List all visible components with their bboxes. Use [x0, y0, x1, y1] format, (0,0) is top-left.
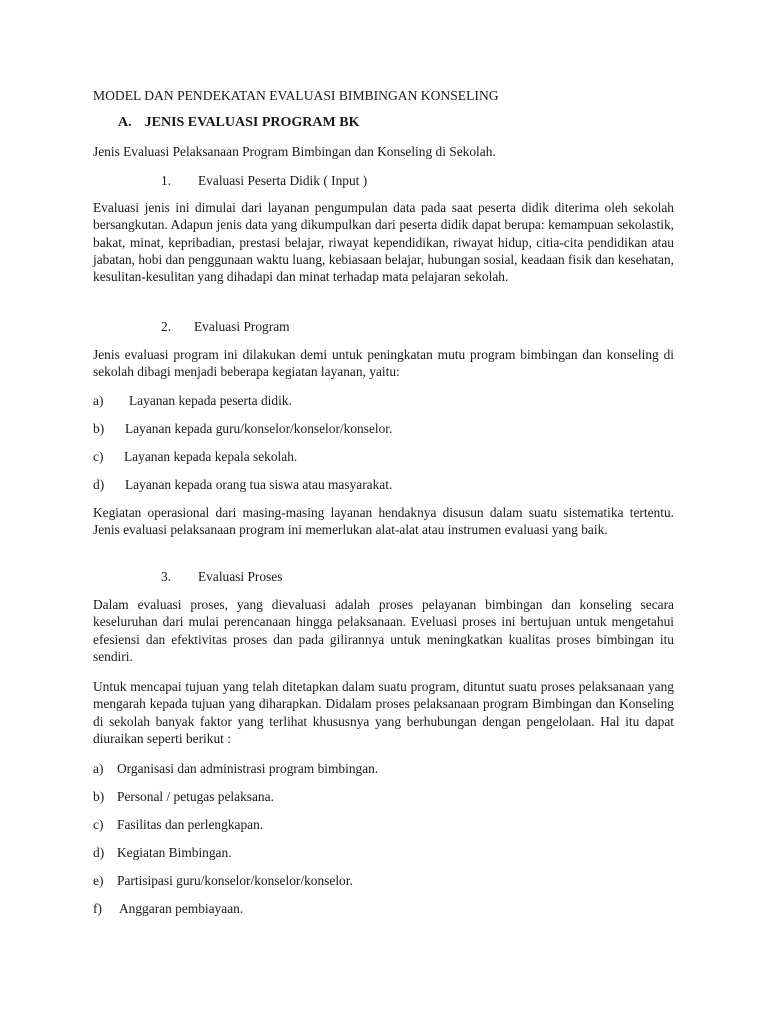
- numbered-heading-number: 1.: [161, 173, 172, 188]
- paragraph-evaluasi-program: Jenis evaluasi program ini dilakukan demi untuk peningkatan mutu program bimbingan dan konseling di sekolah dibagi menjadi beberapa kegiatan layanan, yaitu:: [93, 347, 674, 380]
- list-marker: f): [93, 901, 102, 916]
- list-marker: a): [93, 393, 104, 408]
- list-text: Layanan kepada kepala sekolah.: [124, 449, 298, 464]
- numbered-heading-number: 3.: [161, 569, 172, 584]
- list-text: Layanan kepada orang tua siswa atau masyarakat.: [125, 477, 393, 492]
- paragraph-evaluasi-proses: Dalam evaluasi proses, yang dievaluasi adalah proses pelayanan bimbingan dan konseling secara keseluruhan dari mulai perencanaan hingga pelaksanaan. Eveluasi proses ini bertujuan untuk mengetahui efesiensi dan efektivitas proses dan pada gilirannya untuk meningkatkan kualitas proses bimbingan itu sendiri.: [93, 597, 674, 664]
- list-text: Kegiatan Bimbingan.: [117, 845, 232, 860]
- list-marker: c): [93, 817, 104, 832]
- list-marker: c): [93, 449, 104, 464]
- section-title: JENIS EVALUASI PROGRAM BK: [144, 115, 360, 130]
- list-text: Personal / petugas pelaksana.: [117, 789, 274, 804]
- list-text: Anggaran pembiayaan.: [119, 901, 244, 916]
- numbered-heading-title: Evaluasi Program: [194, 319, 290, 334]
- list-marker: d): [93, 477, 105, 492]
- list-marker: e): [93, 873, 104, 888]
- section-label: A.: [118, 115, 132, 130]
- numbered-heading-number: 2.: [161, 319, 172, 334]
- list-text: Partisipasi guru/konselor/konselor/konselor.: [117, 873, 353, 888]
- paragraph-evaluasi-peserta-didik: Evaluasi jenis ini dimulai dari layanan pengumpulan data pada saat peserta didik diterima oleh sekolah bersangkutan. Adapun jenis data yang dikumpulkan dari peserta didik dapat berupa: kemampuan sekolastik, bakat, minat, kepribadian, prestasi belajar, riwayat kependidikan, riwayat hidup, citia-cita pendidikan atau jabatan, hobi dan penggunaan waktu luang, kebiasaan belajar, hubungan sosial, keadaan fisik dan kesehatan, kesulitan-kesulitan yang dihadapi dan minat terhadap mata pelajaran sekolah.: [93, 200, 675, 285]
- list-text: Organisasi dan administrasi program bimbingan.: [117, 761, 379, 776]
- numbered-heading-title: Evaluasi Proses: [198, 569, 283, 584]
- paragraph-untuk-mencapai-tujuan: Untuk mencapai tujuan yang telah ditetapkan dalam suatu program, dituntut suatu proses pelaksanaan yang mengarah kepada tujuan yang diharapkan. Didalam proses pelaksanaan program Bimbingan dan Konseling di sekolah banyak faktor yang terlihat khususnya yang berhubungan dengan pengelolaan. Hal itu dapat diuraikan seperti berikut :: [93, 679, 674, 746]
- numbered-heading-title: Evaluasi Peserta Didik ( Input ): [198, 173, 368, 188]
- list-marker: d): [93, 845, 105, 860]
- list-text: Layanan kepada peserta didik.: [129, 393, 292, 408]
- list-marker: a): [93, 761, 104, 776]
- document-title: MODEL DAN PENDEKATAN EVALUASI BIMBINGAN KONSELING: [93, 88, 499, 103]
- paragraph-kegiatan-operasional: Kegiatan operasional dari masing-masing layanan hendaknya disusun dalam suatu sistematika tertentu. Jenis evaluasi pelaksanaan program ini memerlukan alat-alat atau instrumen evaluasi yang baik.: [93, 505, 674, 538]
- section-heading: [118, 114, 359, 131]
- list-text: Fasilitas dan perlengkapan.: [117, 817, 264, 832]
- list-marker: b): [93, 789, 105, 804]
- list-text: Layanan kepada guru/konselor/konselor/konselor.: [125, 421, 393, 436]
- intro-text: Jenis Evaluasi Pelaksanaan Program Bimbingan dan Konseling di Sekolah.: [93, 144, 496, 159]
- list-marker: b): [93, 421, 105, 436]
